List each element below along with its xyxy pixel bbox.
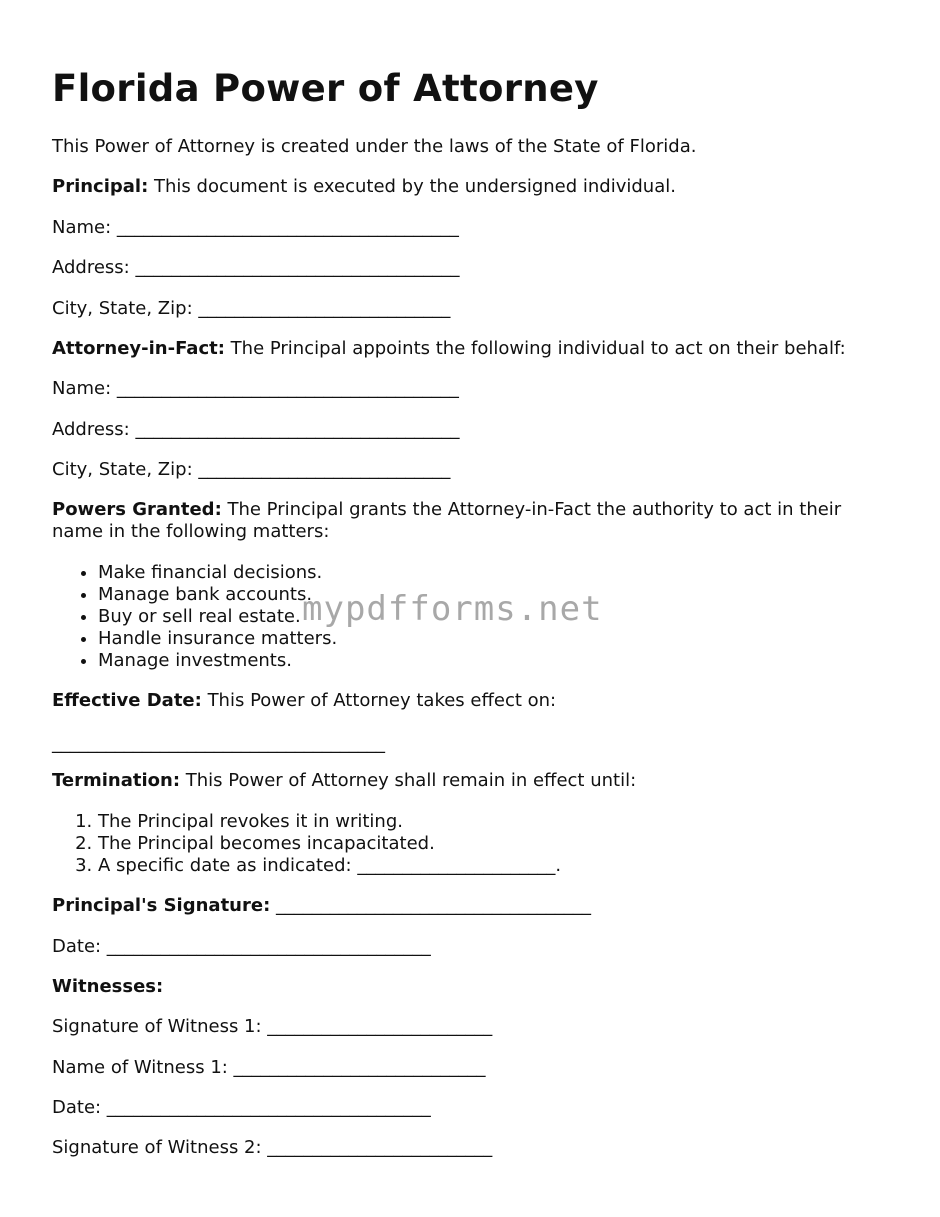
list-item: • Buy or sell real estate. — [98, 606, 337, 628]
principal-signature-line[interactable] — [52, 895, 591, 917]
attorney-paragraph — [52, 338, 846, 360]
list-item: • Make financial decisions. — [98, 562, 337, 584]
list-item[interactable]: 3. A specific date as indicated: ______________________. — [98, 855, 561, 877]
principal-paragraph — [52, 176, 676, 198]
witnesses-heading-text: Witnesses: — [52, 976, 164, 997]
effective-date-field[interactable]: _____________________________________ — [52, 733, 385, 754]
page-title: Florida Power of Attorney — [52, 67, 599, 110]
effective-paragraph — [52, 690, 556, 712]
signature-heading: Principal's Signature: — [52, 895, 271, 916]
list-item: 1. The Principal revokes it in writing. — [98, 811, 561, 833]
intro-text: This Power of Attorney is created under the laws of the State of Florida. — [52, 136, 697, 157]
witnesses-heading — [52, 976, 163, 998]
attorney-city-field[interactable]: City, State, Zip: ____________________________ — [52, 459, 451, 480]
list-item: • Manage bank accounts. — [98, 584, 337, 606]
termination-text: This Power of Attorney shall remain in effect until: — [180, 770, 637, 791]
list-item: • Handle insurance matters. — [98, 628, 337, 650]
powers-paragraph — [52, 499, 892, 543]
termination-paragraph — [52, 770, 636, 792]
effective-text: This Power of Attorney takes effect on: — [201, 690, 557, 711]
list-item: 2. The Principal becomes incapacitated. — [98, 833, 561, 855]
witness2-signature-field[interactable]: Signature of Witness 2: _________________________ — [52, 1137, 493, 1158]
effective-heading: Effective Date: — [52, 690, 202, 711]
powers-text: The Principal grants the Attorney-in-Fact the authority to act in their name in the following matters: — [52, 499, 842, 542]
signature-date-field[interactable]: Date: ____________________________________ — [52, 936, 431, 957]
witness1-signature-field[interactable]: Signature of Witness 1: _________________________ — [52, 1016, 493, 1037]
termination-list — [52, 811, 561, 877]
powers-heading: Powers Granted: — [52, 499, 222, 520]
signature-blank[interactable]: ___________________________________ — [270, 895, 592, 916]
principal-address-field[interactable]: Address: ____________________________________ — [52, 257, 460, 278]
principal-text: This document is executed by the undersigned individual. — [148, 176, 676, 197]
attorney-name-field[interactable]: Name: ______________________________________ — [52, 378, 459, 399]
watermark: mypdfforms.net — [302, 589, 603, 629]
principal-name-field[interactable]: Name: ______________________________________ — [52, 217, 459, 238]
attorney-text: The Principal appoints the following individual to act on their behalf: — [224, 338, 846, 359]
witness1-name-field[interactable]: Name of Witness 1: ____________________________ — [52, 1057, 486, 1078]
list-item: • Manage investments. — [98, 650, 337, 672]
principal-heading: Principal: — [52, 176, 149, 197]
principal-city-field[interactable]: City, State, Zip: ____________________________ — [52, 298, 451, 319]
powers-list — [52, 562, 337, 672]
attorney-heading: Attorney-in-Fact: — [52, 338, 225, 359]
witness1-date-field[interactable]: Date: ____________________________________ — [52, 1097, 431, 1118]
attorney-address-field[interactable]: Address: ____________________________________ — [52, 419, 460, 440]
termination-heading: Termination: — [52, 770, 181, 791]
